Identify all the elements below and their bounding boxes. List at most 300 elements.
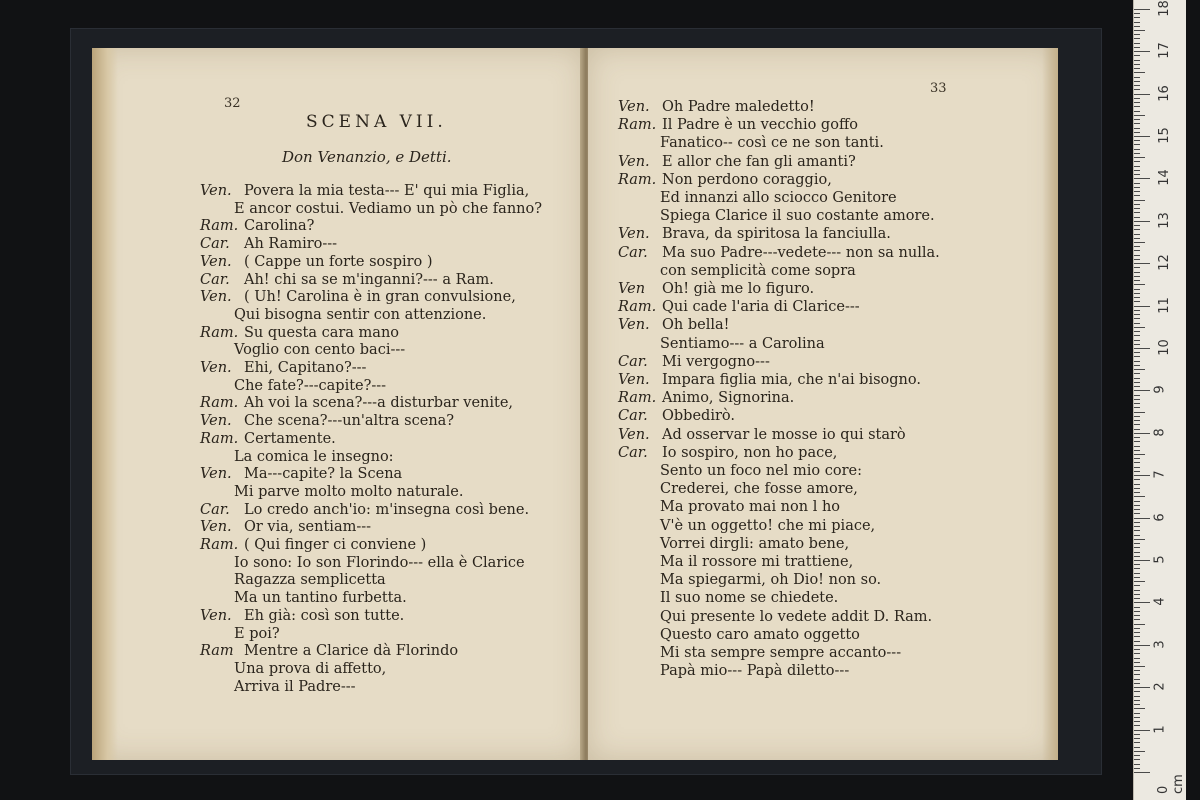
- ruler-tick: [1134, 412, 1145, 413]
- ruler-tick: [1134, 47, 1140, 48]
- speaker-label: Ven.: [618, 153, 650, 170]
- ruler-tick: [1134, 552, 1140, 553]
- speaker-label: Car.: [618, 444, 648, 461]
- verse-line: Oh! già me lo figuro.: [662, 281, 815, 297]
- left-page: [92, 48, 584, 760]
- verse-line: Impara figlia mia, che n'ai bisogno.: [662, 372, 921, 388]
- ruler-tick: [1134, 119, 1140, 120]
- ruler-tick: [1134, 284, 1145, 285]
- speaker-label: Car.: [618, 408, 648, 425]
- ruler-tick: [1134, 747, 1140, 748]
- ruler-label: 11: [1156, 296, 1172, 314]
- ruler-tick: [1134, 128, 1140, 129]
- ruler-tick: [1134, 301, 1140, 302]
- verse-line: Qui cade l'aria di Clarice---: [662, 299, 860, 316]
- ruler-tick: [1134, 13, 1140, 14]
- ruler-tick: [1134, 636, 1140, 637]
- speaker-label: Ven.: [200, 466, 232, 483]
- ruler-tick: [1134, 556, 1140, 557]
- ruler-tick: [1134, 378, 1140, 379]
- ruler-tick: [1134, 530, 1140, 531]
- verse-line: Ma suo Padre---vedete--- non sa nulla.: [662, 244, 940, 261]
- speaker-label: Ven: [618, 281, 646, 297]
- ruler-tick: [1134, 721, 1140, 722]
- ruler-tick: [1134, 348, 1150, 349]
- ruler-label: 0 cm: [1156, 774, 1186, 794]
- speaker-label: Ven.: [200, 519, 232, 536]
- verse-line: Io sospiro, non ho pace,: [662, 444, 838, 461]
- ruler-tick: [1134, 496, 1145, 497]
- ruler-tick: [1134, 212, 1140, 213]
- ruler-tick: [1134, 433, 1150, 434]
- ruler-tick: [1134, 602, 1150, 603]
- speaker-label: Ram.: [618, 390, 657, 407]
- ruler-tick: [1134, 30, 1145, 31]
- ruler-tick: [1134, 204, 1140, 205]
- verse-line: V'è un oggetto! che mi piace,: [660, 517, 876, 534]
- ruler-tick: [1134, 17, 1140, 18]
- ruler-tick: [1134, 64, 1140, 65]
- ruler-tick: [1134, 318, 1140, 319]
- ruler-tick: [1134, 314, 1140, 315]
- ruler-tick: [1134, 535, 1140, 536]
- ruler-tick: [1134, 331, 1140, 332]
- ruler-label: 6: [1152, 512, 1168, 522]
- ruler-tick: [1134, 38, 1140, 39]
- ruler-tick: [1134, 598, 1140, 599]
- ruler-tick: [1134, 386, 1140, 387]
- ruler-label: 16: [1156, 84, 1172, 102]
- ruler-tick: [1134, 458, 1140, 459]
- ruler-tick: [1134, 276, 1140, 277]
- speaker-label: Ram: [200, 643, 234, 660]
- speaker-label: Ram.: [200, 430, 239, 447]
- ruler-tick: [1134, 340, 1140, 341]
- ruler-tick: [1134, 725, 1140, 726]
- ruler-tick: [1134, 713, 1140, 714]
- ruler-tick: [1134, 708, 1145, 709]
- ruler-tick: [1134, 607, 1140, 608]
- ruler-label: 7: [1152, 470, 1168, 479]
- ruler-tick: [1134, 106, 1140, 107]
- ruler-tick: [1134, 424, 1140, 425]
- verse-line: Sentiamo--- a Carolina: [660, 335, 825, 352]
- ruler-tick: [1134, 751, 1145, 752]
- ruler-label: 13: [1156, 212, 1172, 229]
- verse-line: Carolina?: [244, 218, 315, 235]
- ruler-tick: [1134, 462, 1140, 463]
- ruler-tick: [1134, 738, 1140, 739]
- verse-line: Lo credo anch'io: m'insegna così bene.: [244, 501, 530, 518]
- verse-line: Ad osservar le mosse io qui starò: [662, 426, 906, 443]
- ruler-tick: [1134, 89, 1140, 90]
- right-page: [588, 48, 1058, 760]
- speaker-label: Ram.: [618, 117, 657, 134]
- ruler-tick: [1134, 352, 1140, 353]
- ruler-tick: [1134, 399, 1140, 400]
- ruler-tick: [1134, 441, 1140, 442]
- ruler-tick: [1134, 60, 1140, 61]
- ruler-label: 1: [1152, 724, 1168, 734]
- ruler-tick: [1134, 111, 1140, 112]
- verse-line: Certamente.: [244, 430, 336, 447]
- verse-line: Non perdono coraggio,: [662, 171, 832, 188]
- ruler-label: 2: [1152, 682, 1168, 691]
- ruler-tick: [1134, 200, 1145, 201]
- ruler-tick: [1134, 225, 1140, 226]
- ruler-tick: [1134, 734, 1140, 735]
- ruler-tick: [1134, 123, 1140, 124]
- verse-line: ( Cappe un forte sospiro ): [244, 253, 433, 270]
- ruler-tick: [1134, 246, 1140, 247]
- ruler-tick: [1134, 229, 1140, 230]
- ruler-tick: [1134, 479, 1140, 480]
- ruler-tick: [1134, 140, 1140, 141]
- ruler-label: 17: [1156, 42, 1172, 59]
- ruler-tick: [1134, 564, 1140, 565]
- ruler-tick: [1134, 55, 1140, 56]
- ruler-tick: [1134, 395, 1140, 396]
- ruler-tick: [1134, 365, 1140, 366]
- verse-line: Una prova di affetto,: [234, 660, 387, 677]
- verse-line: Che fate?---capite?---: [234, 377, 387, 394]
- verse-line: Papà mio--- Papà diletto---: [660, 663, 850, 680]
- ruler-label: 9: [1152, 385, 1168, 395]
- ruler-tick: [1134, 518, 1150, 519]
- ruler-tick: [1134, 102, 1140, 103]
- ruler-tick: [1134, 717, 1140, 718]
- ruler-tick: [1134, 772, 1150, 773]
- ruler-tick: [1134, 560, 1150, 561]
- speaker-label: Ven.: [618, 99, 650, 115]
- ruler-tick: [1134, 755, 1140, 756]
- verse-line: Oh bella!: [662, 317, 730, 334]
- ruler-tick: [1134, 81, 1140, 82]
- ruler-tick: [1134, 178, 1150, 179]
- ruler-tick: [1134, 280, 1140, 281]
- verse-line: ( Uh! Carolina è in gran convulsione,: [244, 289, 516, 306]
- ruler-tick: [1134, 9, 1150, 10]
- verse-line: Ma un tantino furbetta.: [234, 590, 407, 607]
- ruler-tick: [1134, 144, 1140, 145]
- speaker-label: Ven.: [200, 607, 232, 624]
- verse-line: con semplicità come sopra: [660, 262, 856, 279]
- ruler-tick: [1134, 51, 1150, 52]
- ruler-tick: [1134, 658, 1140, 659]
- verse-line: Ma provato mai non l ho: [660, 499, 841, 516]
- verse-line: Che scena?---un'altra scena?: [244, 413, 455, 430]
- ruler-tick: [1134, 649, 1140, 650]
- ruler-tick: [1134, 187, 1140, 188]
- ruler-tick: [1134, 267, 1140, 268]
- ruler-tick: [1134, 43, 1140, 44]
- ruler-tick: [1134, 670, 1140, 671]
- ruler-tick: [1134, 255, 1140, 256]
- speaker-label: Ram.: [200, 395, 239, 412]
- ruler-tick: [1134, 26, 1140, 27]
- verse-line: E ancor costui. Vediamo un pò che fanno?: [234, 200, 543, 217]
- ruler-tick: [1134, 590, 1140, 591]
- verse-line: Il suo nome se chiedete.: [660, 590, 839, 607]
- ruler-tick: [1134, 170, 1140, 171]
- speaker-label: Ven.: [200, 413, 232, 430]
- ruler-tick: [1134, 310, 1140, 311]
- ruler-tick: [1134, 615, 1140, 616]
- verse-line: Ah Ramiro---: [244, 236, 338, 253]
- ruler-tick: [1134, 484, 1140, 485]
- ruler-tick: [1134, 700, 1140, 701]
- ruler-label: 12: [1156, 254, 1172, 271]
- ruler-tick: [1134, 77, 1140, 78]
- speaker-label: Ram.: [200, 537, 239, 553]
- ruler-tick: [1134, 98, 1140, 99]
- ruler-tick: [1134, 174, 1140, 175]
- verse-line: Povera la mia testa--- E' qui mia Figlia,: [244, 183, 530, 199]
- speaker-label: Car.: [200, 236, 230, 253]
- verse-line: ( Qui finger ci conviene ): [244, 537, 427, 553]
- ruler-tick: [1134, 475, 1150, 476]
- ruler-tick: [1134, 132, 1140, 133]
- ruler-label: 18: [1156, 0, 1172, 17]
- speaker-label: Ven.: [200, 253, 232, 270]
- ruler-tick: [1134, 403, 1140, 404]
- ruler-tick: [1134, 653, 1140, 654]
- ruler-tick: [1134, 250, 1140, 251]
- ruler-tick: [1134, 547, 1140, 548]
- ruler-tick: [1134, 259, 1140, 260]
- ruler-tick: [1134, 369, 1145, 370]
- verse-line: Mi vergogno---: [662, 353, 770, 370]
- ruler-label: 3: [1152, 640, 1168, 649]
- speaker-label: Car.: [200, 501, 230, 518]
- ruler-tick: [1134, 543, 1140, 544]
- ruler-tick: [1134, 157, 1145, 158]
- ruler-tick: [1134, 704, 1140, 705]
- ruler-tick: [1134, 297, 1140, 298]
- verse-line: Or via, sentiam---: [244, 519, 372, 536]
- ruler-tick: [1134, 526, 1140, 527]
- speaker-label: Ram.: [618, 171, 657, 188]
- ruler-tick: [1134, 759, 1140, 760]
- ruler-tick: [1134, 183, 1140, 184]
- ruler-tick: [1134, 624, 1145, 625]
- verse-line: Oh Padre maledetto!: [662, 99, 815, 115]
- ruler-tick: [1134, 335, 1140, 336]
- verse-line: Obbedirò.: [662, 408, 735, 425]
- speaker-label: Ven.: [200, 289, 232, 306]
- ruler-tick: [1134, 195, 1140, 196]
- ruler-tick: [1134, 509, 1140, 510]
- verse-line: E allor che fan gli amanti?: [662, 153, 856, 170]
- verse-line: Arriva il Padre---: [234, 678, 356, 695]
- speaker-label: Ven.: [618, 372, 650, 388]
- speaker-label: Ven.: [200, 360, 232, 376]
- ruler-tick: [1134, 632, 1140, 633]
- ruler-tick: [1134, 356, 1140, 357]
- ruler-tick: [1134, 234, 1140, 235]
- verse-line: E poi?: [234, 625, 280, 642]
- speaker-label: Ram.: [618, 299, 657, 316]
- verse-line: Io sono: Io son Florindo--- ella è Clarice: [234, 554, 525, 571]
- ruler-tick: [1134, 238, 1140, 239]
- ruler-tick: [1134, 263, 1150, 264]
- ruler-label: 10: [1156, 339, 1172, 356]
- ruler-tick: [1134, 585, 1140, 586]
- verse-line: Ed innanzi allo sciocco Genitore: [660, 190, 897, 206]
- speaker-label: Car.: [618, 353, 648, 370]
- speaker-label: Ven.: [618, 426, 650, 443]
- ruler-tick: [1134, 136, 1150, 137]
- ruler-tick: [1134, 153, 1140, 154]
- verse-line: Mi parve molto molto naturale.: [234, 483, 464, 500]
- ruler-label: 15: [1156, 127, 1172, 144]
- measurement-ruler: [1133, 0, 1186, 800]
- ruler-tick: [1134, 191, 1140, 192]
- ruler-label: 4: [1152, 597, 1168, 607]
- speaker-label: Ven.: [618, 317, 650, 334]
- ruler-tick: [1134, 446, 1140, 447]
- ruler-tick: [1134, 407, 1140, 408]
- ruler-tick: [1134, 22, 1140, 23]
- ruler-tick: [1134, 94, 1150, 95]
- ruler-tick: [1134, 501, 1140, 502]
- verse-line: Eh già: così son tutte.: [244, 607, 405, 624]
- speaker-label: Ven.: [200, 183, 232, 199]
- verse-line: Ehi, Capitano?---: [244, 360, 367, 376]
- ruler-tick: [1134, 645, 1150, 646]
- verse-line: Ma---capite? la Scena: [244, 466, 403, 483]
- ruler-label: 5: [1152, 555, 1168, 564]
- verse-line: Questo caro amato oggetto: [660, 626, 860, 643]
- ruler-tick: [1134, 471, 1140, 472]
- ruler-tick: [1134, 208, 1140, 209]
- ruler-tick: [1134, 416, 1140, 417]
- ruler-tick: [1134, 327, 1145, 328]
- speaker-label: Car.: [618, 244, 648, 261]
- ruler-tick: [1134, 72, 1145, 73]
- ruler-tick: [1134, 420, 1140, 421]
- ruler-tick: [1134, 513, 1140, 514]
- verse-line: Spiega Clarice il suo costante amore.: [660, 208, 935, 225]
- verse-line: Qui presente lo vedete addit D. Ram.: [660, 608, 933, 625]
- verse-line: Ma il rossore mi trattiene,: [660, 554, 854, 570]
- ruler-tick: [1134, 742, 1140, 743]
- scene-subtitle: Don Venanzio, e Detti.: [282, 148, 452, 166]
- ruler-tick: [1134, 687, 1150, 688]
- page-number: 33: [930, 81, 947, 96]
- ruler-tick: [1134, 323, 1140, 324]
- verse-line: Animo, Signorina.: [662, 390, 795, 407]
- verse-line: Su questa cara mano: [244, 324, 400, 341]
- verse-line: Ah! chi sa se m'inganni?--- a Ram.: [244, 271, 494, 288]
- ruler-tick: [1134, 628, 1140, 629]
- verse-line: Ragazza semplicetta: [234, 572, 386, 589]
- verse-line: Mentre a Clarice dà Florindo: [244, 643, 459, 660]
- ruler-tick: [1134, 373, 1140, 374]
- verse-line: Crederei, che fosse amore,: [660, 481, 858, 498]
- page-number: 32: [224, 96, 241, 111]
- speaker-label: Car.: [200, 271, 230, 288]
- ruler-label: 14: [1156, 169, 1172, 187]
- verse-line: Ah voi la scena?---a disturbar venite,: [244, 395, 514, 412]
- ruler-tick: [1134, 539, 1145, 540]
- verse-line: Voglio con cento baci---: [234, 342, 406, 359]
- verse-line: Vorrei dirgli: amato bene,: [660, 535, 850, 552]
- ruler-tick: [1134, 149, 1140, 150]
- ruler-tick: [1134, 674, 1140, 675]
- ruler-tick: [1134, 577, 1140, 578]
- ruler-tick: [1134, 467, 1140, 468]
- ruler-tick: [1134, 581, 1145, 582]
- ruler-tick: [1134, 764, 1140, 765]
- ruler-tick: [1134, 221, 1150, 222]
- ruler-tick: [1134, 568, 1140, 569]
- ruler-tick: [1134, 166, 1140, 167]
- ruler-tick: [1134, 679, 1140, 680]
- ruler-tick: [1134, 641, 1140, 642]
- verse-line: La comica le insegno:: [234, 448, 394, 465]
- ruler-tick: [1134, 272, 1140, 273]
- ruler-tick: [1134, 454, 1145, 455]
- ruler-tick: [1134, 293, 1140, 294]
- verse-line: Ma spiegarmi, oh Dio! non so.: [660, 572, 882, 589]
- ruler-tick: [1134, 450, 1140, 451]
- ruler-tick: [1134, 666, 1145, 667]
- ruler-tick: [1134, 730, 1150, 731]
- ruler-tick: [1134, 619, 1140, 620]
- verse-line: Fanatico-- così ce ne son tanti.: [660, 135, 884, 152]
- ruler-tick: [1134, 242, 1145, 243]
- ruler-tick: [1134, 691, 1140, 692]
- ruler-tick: [1134, 768, 1140, 769]
- ruler-tick: [1134, 34, 1140, 35]
- ruler-tick: [1134, 488, 1140, 489]
- ruler-tick: [1134, 161, 1140, 162]
- ruler-tick: [1134, 437, 1140, 438]
- verse-line: Mi sta sempre sempre accanto---: [660, 645, 902, 661]
- ruler-tick: [1134, 492, 1140, 493]
- ruler-tick: [1134, 115, 1145, 116]
- ruler-tick: [1134, 522, 1140, 523]
- ruler-tick: [1134, 662, 1140, 663]
- ruler-tick: [1134, 68, 1140, 69]
- ruler-tick: [1134, 696, 1140, 697]
- ruler-tick: [1134, 306, 1150, 307]
- ruler-tick: [1134, 505, 1140, 506]
- verse-line: Sento un foco nel mio core:: [660, 463, 863, 479]
- speaker-label: Ram.: [200, 218, 239, 235]
- verse-line: Il Padre è un vecchio goffo: [662, 117, 858, 134]
- ruler-tick: [1134, 85, 1140, 86]
- speaker-label: Ram.: [200, 324, 239, 341]
- scene-title: SCENA VII.: [306, 112, 447, 132]
- ruler-label: 8: [1152, 428, 1168, 437]
- ruler-tick: [1134, 594, 1140, 595]
- ruler-tick: [1134, 361, 1140, 362]
- speaker-label: Ven.: [618, 226, 650, 243]
- verse-line: Brava, da spiritosa la fanciulla.: [662, 226, 891, 243]
- ruler-tick: [1134, 344, 1140, 345]
- ruler-tick: [1134, 390, 1150, 391]
- verse-line: Qui bisogna sentir con attenzione.: [234, 306, 487, 323]
- ruler-tick: [1134, 289, 1140, 290]
- ruler-tick: [1134, 217, 1140, 218]
- ruler-tick: [1134, 382, 1140, 383]
- ruler-tick: [1134, 573, 1140, 574]
- ruler-tick: [1134, 683, 1140, 684]
- ruler-tick: [1134, 429, 1140, 430]
- ruler-tick: [1134, 611, 1140, 612]
